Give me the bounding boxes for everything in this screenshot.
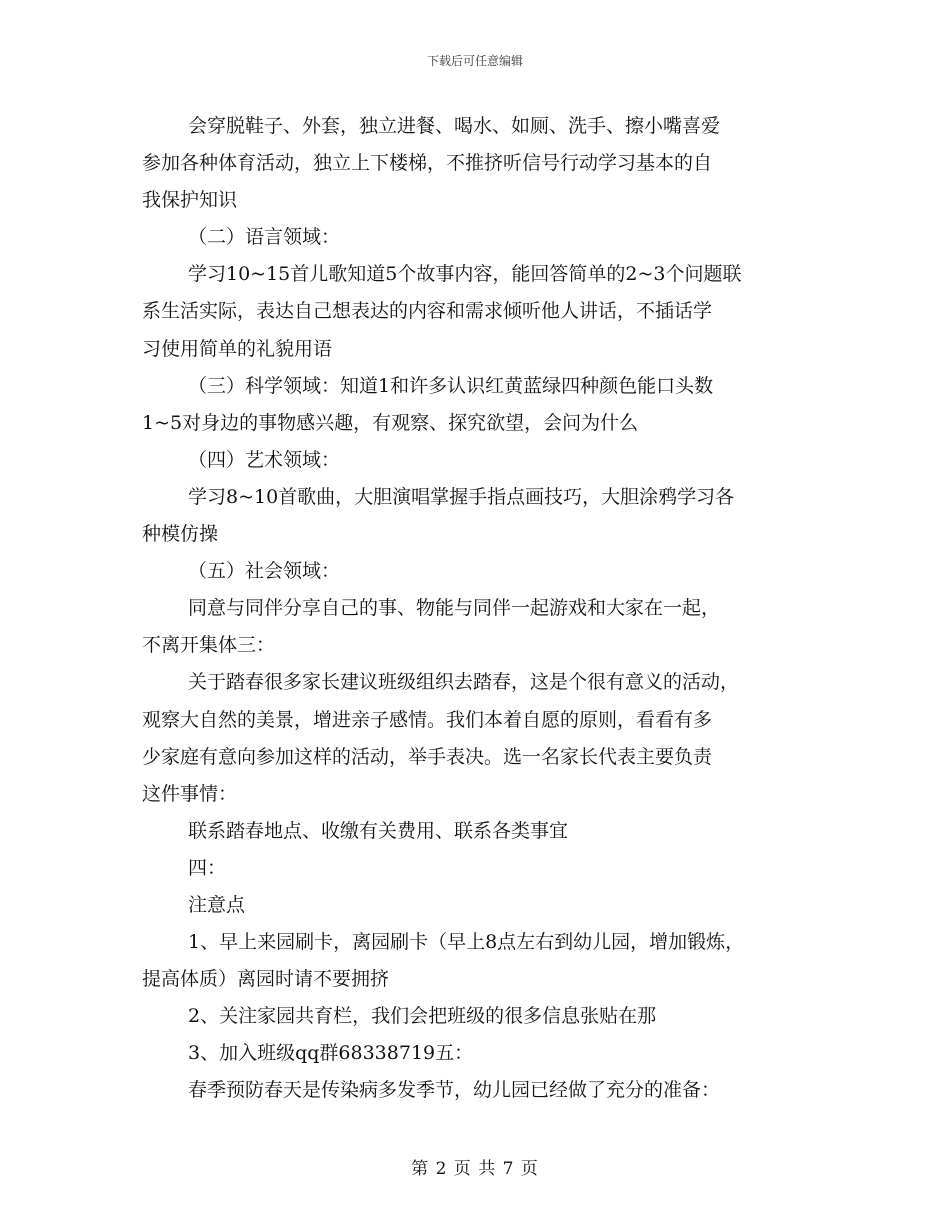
text-line: 习使用简单的礼貌用语: [142, 337, 333, 360]
text-line: 同意与同伴分享自己的事、物能与同伴一起游戏和大家在一起，: [188, 597, 721, 620]
text-line: 3、加入班级qq群68338719五：: [188, 1042, 474, 1065]
text-line: 提高体质）离园时请不要拥挤: [142, 968, 390, 991]
text-line: 我保护知识: [142, 189, 238, 212]
text-line: 不离开集体三：: [142, 634, 276, 657]
text-line: （二）语言领域：: [188, 226, 341, 249]
text-line: 少家庭有意向参加这样的活动，举手表决。选一名家长代表主要负责: [142, 745, 713, 768]
text-line: 联系踏春地点、收缴有关费用、联系各类事宜: [188, 819, 569, 842]
text-line: （三）科学领域：知道1和许多认识红黄蓝绿四种颜色能口头数: [188, 374, 714, 397]
text-line: 系生活实际，表达自己想表达的内容和需求倾听他人讲话，不插话学: [142, 300, 713, 323]
text-line: 学习10~15首儿歌知道5个故事内容，能回答简单的2~3个问题联: [188, 263, 742, 286]
page-header: 下载后可任意编辑: [426, 54, 523, 68]
text-line: 1~5对身边的事物感兴趣，有观察、探究欲望，会问为什么: [142, 411, 639, 434]
text-line: 观察大自然的美景，增进亲子感情。我们本着自愿的原则，看看有多: [142, 708, 713, 731]
text-line: 2、关注家园共育栏，我们会把班级的很多信息张贴在那: [188, 1005, 657, 1028]
page-footer: 第 2 页 共 7 页: [411, 1159, 539, 1179]
text-line: 四：: [188, 856, 227, 879]
text-line: 参加各种体育活动，独立上下楼梯，不推挤听信号行动学习基本的自: [142, 152, 713, 175]
document-body: [142, 108, 822, 1110]
text-line: 会穿脱鞋子、外套，独立进餐、喝水、如厕、洗手、擦小嘴喜爱: [188, 115, 721, 137]
text-line: 这件事情：: [142, 782, 238, 805]
text-line: 春季预防春天是传染病多发季节，幼儿园已经做了充分的准备：: [188, 1079, 721, 1102]
text-line: 种模仿操: [142, 523, 219, 546]
text-line: （四）艺术领域：: [188, 448, 341, 471]
text-line: （五）社会领域：: [188, 560, 341, 583]
text-line: 注意点: [188, 893, 246, 916]
text-line: 学习8~10首歌曲，大胆演唱掌握手指点画技巧，大胆涂鸦学习各: [188, 485, 735, 508]
text-line: 关于踏春很多家长建议班级组织去踏春，这是个很有意义的活动，: [188, 671, 740, 694]
text-line: 1、早上来园刷卡，离园刷卡（早上8点左右到幼儿园，增加锻炼，: [188, 931, 745, 954]
